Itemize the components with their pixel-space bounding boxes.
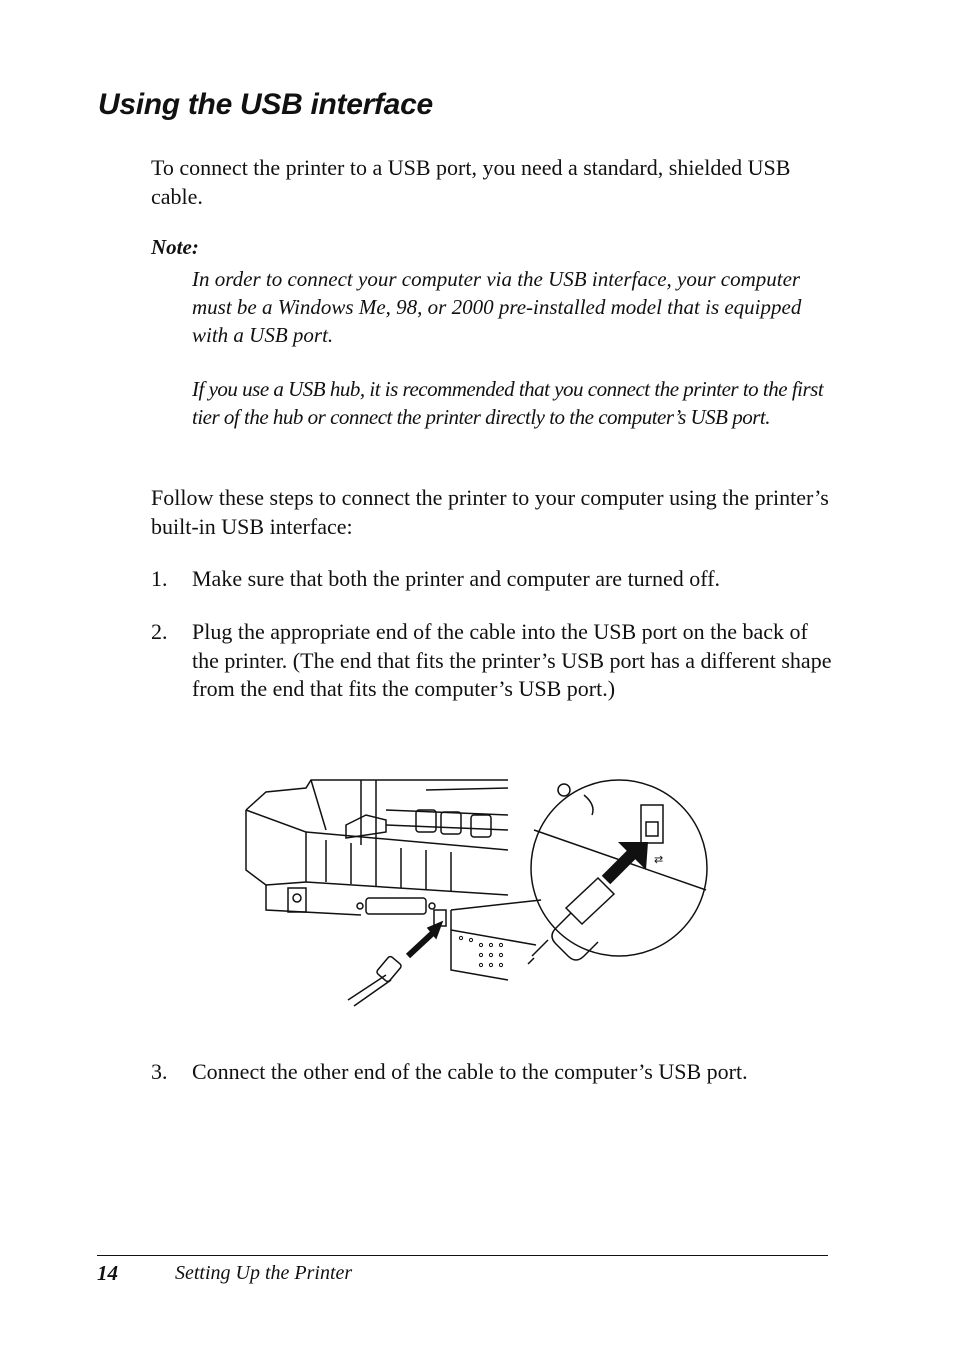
- step-number: 3.: [151, 1059, 168, 1084]
- step-text: Make sure that both the printer and computer are turned off.: [192, 566, 721, 591]
- running-title: Setting Up the Printer: [175, 1262, 353, 1284]
- step-text: Connect the other end of the cable to the computer’s USB port.: [192, 1059, 748, 1084]
- svg-text:⇄: ⇄: [654, 853, 664, 866]
- note-paragraph-1: In order to connect your computer via the USB interface, your computer must be a Windows Me, 98, or 2000 pre-installed model that is equipped with a USB port.: [192, 267, 802, 347]
- steps-lead-paragraph: Follow these steps to connect the printer to your computer using the printer’s built-in USB interface:: [151, 485, 829, 539]
- step-text: Plug the appropriate end of the cable into the USB port on the back of the printer. (The end that fits the printer’s USB port has a different shape from the end that fits the computer’s USB port.): [192, 619, 832, 701]
- footer-divider: [97, 1255, 828, 1256]
- note-label: Note:: [151, 235, 199, 259]
- step-3: [151, 1058, 841, 1087]
- step-number: 1.: [151, 566, 168, 591]
- step-2: [151, 618, 841, 704]
- page-number: 14: [97, 1261, 118, 1285]
- note-paragraph-2: If you use a USB hub, it is recommended that you connect the printer to the first tier of the hub or connect the printer directly to the computer’s USB port.: [192, 377, 824, 429]
- section-title: Using the USB interface: [98, 88, 433, 121]
- usb-port-detail-callout: [528, 780, 707, 964]
- usb-connection-illustration: [236, 770, 716, 1010]
- step-number: 2.: [151, 619, 168, 644]
- printer-rear-illustration: [246, 780, 508, 980]
- step-1: [151, 565, 841, 594]
- intro-paragraph: To connect the printer to a USB port, you need a standard, shielded USB cable.: [151, 155, 791, 209]
- usb-cable-illustration: [348, 922, 442, 1006]
